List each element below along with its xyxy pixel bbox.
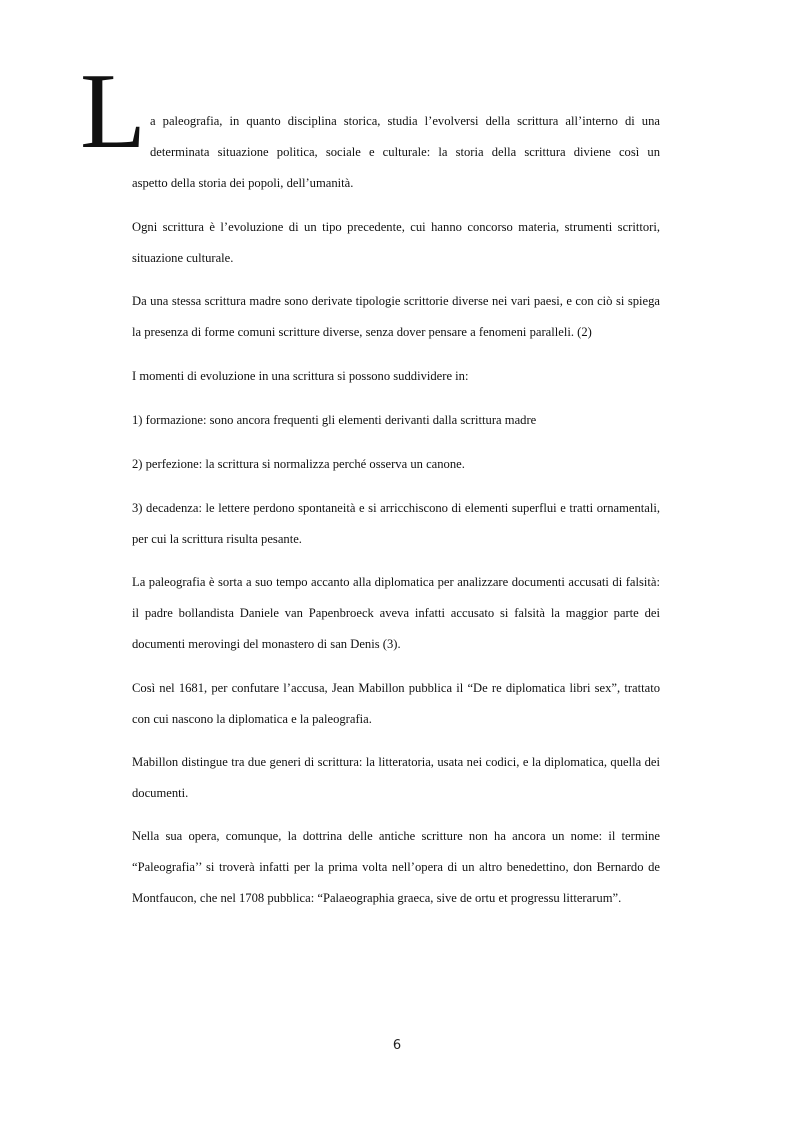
drop-cap: L bbox=[80, 52, 146, 171]
list-item-2: 2) perfezione: la scrittura si normalizza perché osserva un canone. bbox=[132, 457, 465, 471]
paragraph-6: Così nel 1681, per confutare l’accusa, Jean Mabillon pubblica il “De re diplomatica libri sex”, trattato con cui nascono la diplomatica e la paleografia. bbox=[132, 681, 660, 726]
paragraph-8: Nella sua opera, comunque, la dottrina delle antiche scritture non ha ancora un nome: il termine “Paleografia’’ si troverà infatti per la prima volta nell’opera di un altro benedettino, don Bernardo de Montfaucon, che nel 1708 pubblica: “Palaeographia graeca, sive de ortu et progressu litterarum”. bbox=[132, 829, 660, 905]
paragraph-2: Ogni scrittura è l’evoluzione di un tipo precedente, cui hanno concorso materia, strumenti scrittori, situazione culturale. bbox=[132, 220, 660, 265]
page-number: 6 bbox=[392, 1038, 402, 1053]
paragraph-1-line-1: a paleografia, in quanto disciplina storica, studia l’evolversi della scrittura all’interno di una bbox=[150, 114, 660, 128]
list-item-3: 3) decadenza: le lettere perdono spontaneità e si arricchiscono di elementi superflui e tratti ornamentali, per cui la scrittura risulta pesante. bbox=[132, 501, 660, 546]
paragraph-5: La paleografia è sorta a suo tempo accanto alla diplomatica per analizzare documenti accusati di falsità: il padre bollandista Daniele van Papenbroeck aveva infatti accusato si falsità la maggior parte dei documenti merovingi del monastero di san Denis (3). bbox=[132, 575, 660, 651]
list-item-1: 1) formazione: sono ancora frequenti gli elementi derivanti dalla scrittura madre bbox=[132, 413, 537, 427]
paragraph-1-line-2: determinata situazione politica, sociale e culturale: la storia della scrittura diviene così un bbox=[150, 145, 660, 159]
paragraph-7: Mabillon distingue tra due generi di scrittura: la litteratoria, usata nei codici, e la diplomatica, quella dei documenti. bbox=[132, 755, 660, 800]
paragraph-4: I momenti di evoluzione in una scrittura si possono suddividere in: bbox=[132, 369, 469, 383]
paragraph-1-line-3: aspetto della storia dei popoli, dell’umanità. bbox=[132, 176, 354, 190]
paragraph-3: Da una stessa scrittura madre sono derivate tipologie scrittorie diverse nei vari paesi, e con ciò si spiega la presenza di forme comuni scritture diverse, senza dover pensare a fenomeni paralleli. (2) bbox=[132, 294, 660, 339]
